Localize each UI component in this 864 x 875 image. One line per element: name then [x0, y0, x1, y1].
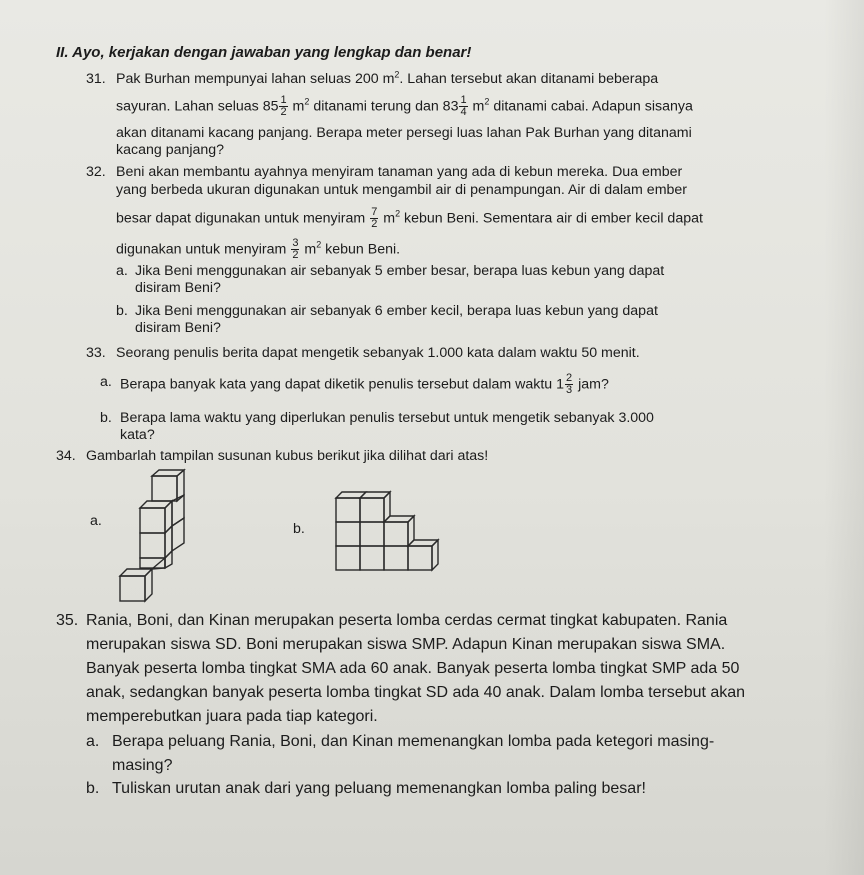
q35-line5: memperebutkan juara pada tiap kategori.: [86, 708, 378, 725]
cube-b-r1c2: [360, 498, 384, 522]
q35-line3: Banyak peserta lomba tingkat SMA ada 60 anak. Banyak peserta lomba tingkat SMP ada 50: [86, 660, 740, 677]
fraction-three-halves: $\frac{3}{2}$: [292, 237, 299, 261]
cube-a2-front: [140, 508, 165, 533]
fraction-two-thirds: $\frac{2}{3}$: [566, 372, 573, 396]
cube-a5-top: [120, 569, 152, 576]
q31-line4: kacang panjang?: [116, 142, 225, 158]
cube-stack-figure-b: [328, 488, 440, 574]
cube-stack-figure-a: [112, 468, 197, 608]
cube-a3-side: [165, 526, 172, 558]
q32-line4: digunakan untuk menyiram $\frac{3}{2}$ $m^2$ kebun Beni.: [116, 237, 401, 261]
cube-a1-top: [152, 470, 184, 476]
q31-number: 31.: [86, 71, 106, 87]
cube-a3-side-b: [172, 518, 184, 551]
cube-b-r3c2: [360, 546, 384, 570]
section-heading: II. Ayo, kerjakan dengan jawaban yang lengkap dan benar!: [56, 44, 472, 61]
cube-a1-front: [152, 476, 177, 501]
q33b-label: b.: [100, 410, 112, 426]
cube-a4-front: [140, 558, 165, 568]
cube-b-r2c3: [384, 522, 408, 546]
q35-line1: Rania, Boni, dan Kinan merupakan peserta lomba cerdas cermat tingkat kabupaten. Rania: [86, 612, 728, 629]
q33b-line2: kata?: [120, 427, 155, 443]
fraction-quarter: $\frac{1}{4}$: [460, 94, 467, 118]
cube-a2-side: [165, 501, 172, 533]
cube-a5-front: [120, 576, 145, 601]
q35-number: 35.: [56, 612, 79, 629]
q33-number: 33.: [86, 345, 106, 361]
cube-b-r2c1: [336, 522, 360, 546]
cube-a5-side: [145, 569, 152, 601]
q35b-line1: Tuliskan urutan anak dari yang peluang memenangkan lomba paling besar!: [112, 780, 646, 797]
q31-line1: Pak Burhan mempunyai lahan seluas 200 $m^2$. Lahan tersebut akan ditanami beberapa: [116, 69, 659, 87]
fraction-seven-halves: $\frac{7}{2}$: [371, 206, 378, 230]
q32a-line1: Jika Beni menggunakan air sebanyak 5 ember besar, berapa luas kebun yang dapat: [135, 263, 665, 279]
q34-number: 34.: [56, 448, 76, 464]
q35a-line1: Berapa peluang Rania, Boni, dan Kinan memenangkan lomba pada ketegori masing-: [112, 733, 715, 750]
fig-a-label: a.: [90, 513, 102, 529]
q35a-label: a.: [86, 733, 100, 750]
q33a-line1: Berapa banyak kata yang dapat diketik penulis tersebut dalam waktu 1 $\frac{2}{3}$ jam?: [120, 372, 609, 396]
q32b-label: b.: [116, 303, 128, 319]
cube-a2-top: [140, 501, 172, 508]
cube-b-r3c1: [336, 546, 360, 570]
q35b-label: b.: [86, 780, 100, 797]
q32b-line2: disiram Beni?: [135, 320, 221, 336]
cube-b-r1c1: [336, 498, 360, 522]
q33b-line1: Berapa lama waktu yang diperlukan penulis tersebut untuk mengetik sebanyak 3.000: [120, 410, 654, 426]
cube-b-r3c3: [384, 546, 408, 570]
q35a-line2: masing?: [112, 757, 173, 774]
fig-b-label: b.: [293, 521, 305, 537]
cube-b-r3c4: [408, 546, 432, 570]
cube-b-r2c2: [360, 522, 384, 546]
fraction-half: $\frac{1}{2}$: [280, 94, 287, 118]
q32-line1: Beni akan membantu ayahnya menyiram tanaman yang ada di kebun mereka. Dua ember: [116, 164, 683, 180]
q32-line2: yang berbeda ukuran digunakan untuk mengambil air di penampungan. Air di dalam ember: [116, 182, 688, 198]
q33a-label: a.: [100, 374, 112, 390]
q32-line3: besar dapat digunakan untuk menyiram $\frac{7}{2}$ $m^2$ kebun Beni. Sementara air di ember kecil dapat: [116, 206, 703, 230]
cube-b-r3-side: [432, 540, 438, 570]
q32a-line2: disiram Beni?: [135, 280, 221, 296]
q35-line4: anak, sedangkan banyak peserta lomba tingkat SD ada 40 anak. Dalam lomba tersebut akan: [86, 684, 746, 701]
q34-line1: Gambarlah tampilan susunan kubus berikut jika dilihat dari atas!: [86, 448, 489, 464]
q35-line2: merupakan siswa SD. Boni merupakan siswa SMP. Adapun Kinan merupakan siswa SMA.: [86, 636, 726, 653]
cube-a3-front: [140, 533, 165, 558]
q32-number: 32.: [86, 164, 106, 180]
q32a-label: a.: [116, 263, 128, 279]
q31-line3: akan ditanami kacang panjang. Berapa meter persegi luas lahan Pak Burhan yang ditanami: [116, 125, 692, 141]
cube-a4-side: [165, 551, 172, 568]
q31-line2: sayuran. Lahan seluas 85 $\frac{1}{2}$ $m^2$ ditanami terung dan 83 $\frac{1}{4}$ $m^2$ ditanami cabai. Adapun sisanya: [116, 94, 693, 118]
q33-line1: Seorang penulis berita dapat mengetik sebanyak 1.000 kata dalam waktu 50 menit.: [116, 345, 640, 361]
page-edge-shadow: [824, 0, 864, 875]
q32b-line1: Jika Beni menggunakan air sebanyak 6 ember kecil, berapa luas kebun yang dapat: [135, 303, 658, 319]
